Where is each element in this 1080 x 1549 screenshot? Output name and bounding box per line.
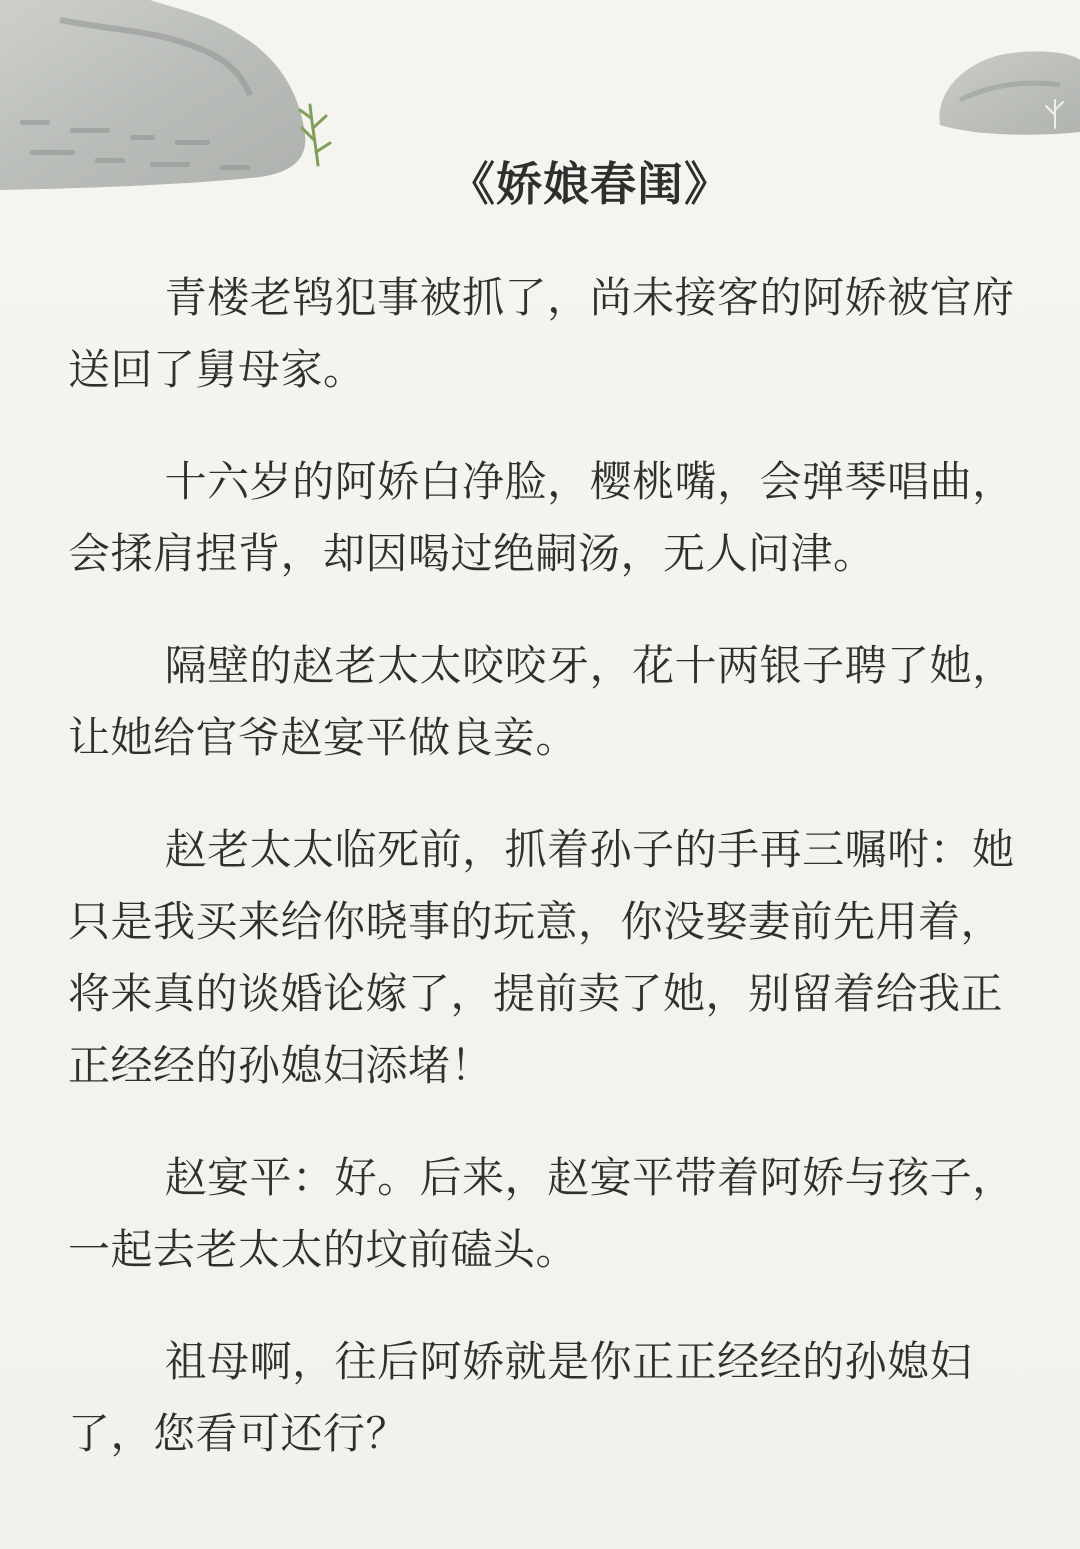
paragraph: 赵宴平：好。后来，赵宴平带着阿娇与孩子，一起去老太太的坟前磕头。	[68, 1153, 1015, 1274]
article-body	[68, 262, 1018, 1510]
ink-rock-small-icon	[930, 40, 1080, 150]
paragraph: 十六岁的阿娇白净脸，樱桃嘴，会弹琴唱曲，会揉肩捏背，却因喝过绝嗣汤，无人问津。	[68, 457, 1015, 578]
paragraph: 赵老太太临死前，抓着孙子的手再三嘱咐：她只是我买来给你晓事的玩意，你没娶妻前先用着，将来真的谈婚论嫁了，提前卖了她，别留着给我正正经经的孙媳妇添堵！	[68, 825, 1015, 1090]
paragraph: 隔壁的赵老太太咬咬牙，花十两银子聘了她，让她给官爷赵宴平做良妾。	[68, 641, 1015, 762]
paragraph: 祖母啊，往后阿娇就是你正正经经的孙媳妇了，您看可还行？	[68, 1337, 973, 1458]
article-title: 《娇娘春闺》	[449, 157, 731, 211]
paragraph: 青楼老鸨犯事被抓了，尚未接客的阿娇被官府送回了舅母家。	[68, 273, 1015, 394]
